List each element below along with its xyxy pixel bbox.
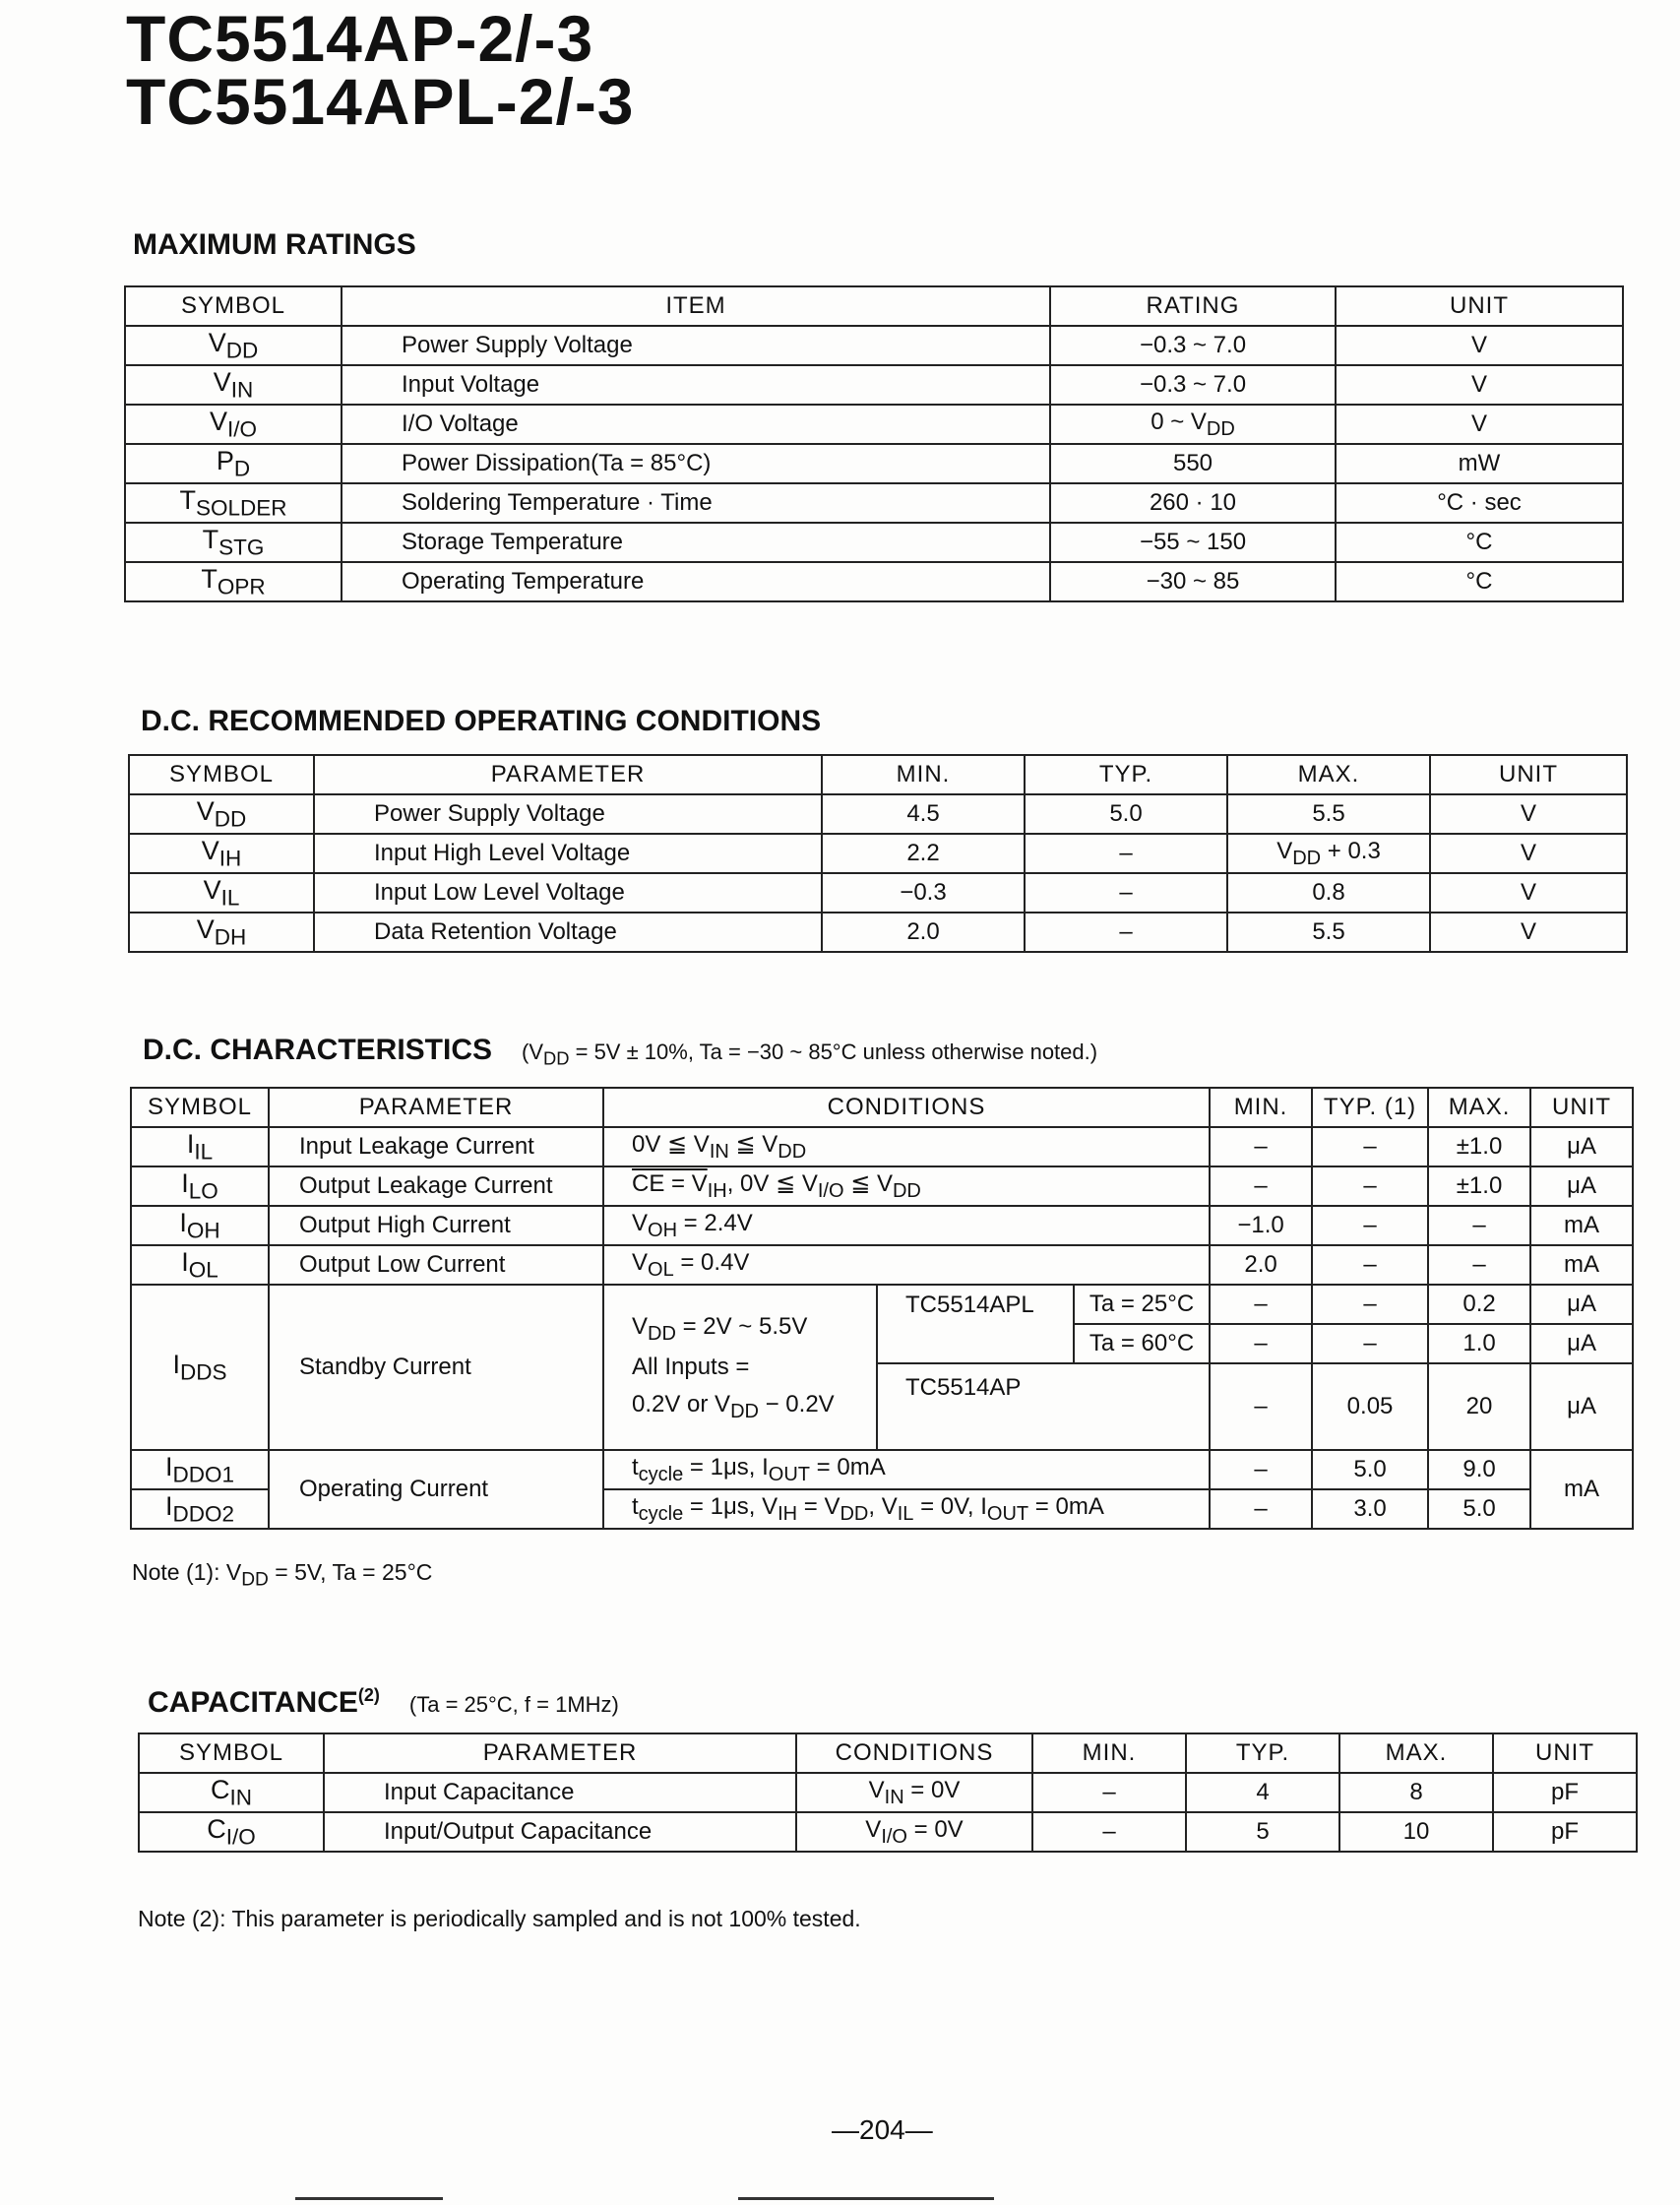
min-cell: – [1210,1324,1312,1363]
min-cell: – [1210,1450,1312,1489]
param-cell: Output Leakage Current [269,1166,603,1206]
col-header: CONDITIONS [603,1088,1210,1127]
item-cell: I/O Voltage [342,405,1050,444]
param-cell: Standby Current [269,1285,603,1450]
ta-cell: Ta = 60°C [1074,1324,1210,1363]
unit-cell: μA [1530,1363,1633,1450]
unit-cell: mA [1530,1206,1633,1245]
col-header: MIN. [822,755,1025,794]
max-cell: 9.0 [1428,1450,1530,1489]
col-header: MAX. [1428,1088,1530,1127]
table-row [125,365,1623,405]
rating-cell: −0.3 ~ 7.0 [1050,326,1336,365]
max-cell: 5.5 [1227,913,1430,952]
unit-cell: μA [1530,1127,1633,1166]
symbol-cell: $I_{OH}$ [131,1206,269,1245]
capacitance-table [138,1732,1638,1853]
param-cell: Input Low Level Voltage [314,873,822,913]
table-row [125,562,1623,601]
symbol-cell: $T_{OPR}$ [125,562,342,601]
table-row [131,1206,1633,1245]
typ-cell: 5.0 [1312,1450,1428,1489]
max-cell: $V_{DD} + 0.3$ [1227,834,1430,873]
unit-cell: °C · sec [1336,483,1623,523]
unit-cell: V [1336,365,1623,405]
typ-cell: 5.0 [1025,794,1227,834]
ta-cell: Ta = 25°C [1074,1285,1210,1324]
table-row [125,326,1623,365]
unit-cell: V [1336,405,1623,444]
symbol-cell: $V_{DH}$ [129,913,314,952]
min-cell: – [1210,1285,1312,1324]
footer-rule [295,2197,443,2200]
col-header: TYP. (1) [1312,1088,1428,1127]
max-cell: 1.0 [1428,1324,1530,1363]
unit-cell: V [1430,834,1627,873]
item-cell: Power Dissipation(Ta = 85°C) [342,444,1050,483]
table-row [125,523,1623,562]
rating-cell: −55 ~ 150 [1050,523,1336,562]
col-header: PARAMETER [314,755,822,794]
cond-cell: $V_{IN} = 0V$ [796,1773,1032,1812]
unit-cell: mA [1530,1245,1633,1285]
symbol-cell: $I_{DDO1}$ [131,1450,269,1489]
symbol-cell: $T_{STG}$ [125,523,342,562]
table-header-row [129,755,1627,794]
typ-cell: – [1312,1127,1428,1166]
rating-cell: 550 [1050,444,1336,483]
max-cell: 20 [1428,1363,1530,1450]
unit-cell: mA [1530,1450,1633,1529]
cond-cell: 0V ≦ $V_{IN}$ ≦ $V_{DD}$ [603,1127,1210,1166]
max-cell: 10 [1339,1812,1493,1852]
min-cell: – [1032,1812,1186,1852]
cond-cell: $V_{DD} = 2V$ ~ 5.5V All Inputs = 0.2V or $V_{DD} - 0.2V$ [603,1285,877,1450]
item-cell: Soldering Temperature · Time [342,483,1050,523]
unit-cell: pF [1493,1812,1637,1852]
rating-cell: −30 ~ 85 [1050,562,1336,601]
capacitance-note: Note (2): This parameter is periodically sampled and is not 100% tested. [138,1906,861,1931]
param-cell: Operating Current [269,1450,603,1529]
table-row [139,1773,1637,1812]
col-header: MIN. [1032,1733,1186,1773]
device-label: TC5514APL [877,1285,1074,1363]
table-row [131,1285,1633,1324]
col-header: TYP. [1186,1733,1339,1773]
unit-cell: V [1430,873,1627,913]
rating-cell: 260 · 10 [1050,483,1336,523]
dc-char-note: Note (1): $V_{DD} = 5V$, Ta = 25°C [132,1559,433,1591]
unit-cell: μA [1530,1166,1633,1206]
param-cell: Input/Output Capacitance [324,1812,796,1852]
unit-cell: μA [1530,1324,1633,1363]
min-cell: – [1210,1363,1312,1450]
min-cell: – [1210,1166,1312,1206]
unit-cell: pF [1493,1773,1637,1812]
symbol-cell: $I_{DDS}$ [131,1285,269,1450]
col-header: PARAMETER [324,1733,796,1773]
table-row [129,873,1627,913]
symbol-cell: $V_{IL}$ [129,873,314,913]
table-header-row [125,286,1623,326]
min-cell: – [1032,1773,1186,1812]
table-row [125,444,1623,483]
symbol-cell: $I_{OL}$ [131,1245,269,1285]
min-cell: 2.0 [1210,1245,1312,1285]
device-label: TC5514AP [877,1363,1210,1450]
symbol-cell: $V_{IH}$ [129,834,314,873]
col-header: SYMBOL [139,1733,324,1773]
symbol-cell: $C_{I/O}$ [139,1812,324,1852]
max-ratings-heading: MAXIMUM RATINGS [133,228,416,261]
cond-cell: CE = $V_{IH}$, 0V ≦ $V_{I/O}$ ≦ $V_{DD}$ [603,1166,1210,1206]
symbol-cell: $V_{DD}$ [125,326,342,365]
symbol-cell: $I_{LO}$ [131,1166,269,1206]
col-header: UNIT [1430,755,1627,794]
max-cell: – [1428,1245,1530,1285]
col-header: UNIT [1493,1733,1637,1773]
typ-cell: 0.05 [1312,1363,1428,1450]
symbol-cell: $P_D$ [125,444,342,483]
col-header: SYMBOL [131,1088,269,1127]
typ-cell: 3.0 [1312,1489,1428,1529]
max-cell: 5.5 [1227,794,1430,834]
param-cell: Input Capacitance [324,1773,796,1812]
min-cell: −1.0 [1210,1206,1312,1245]
param-cell: Output High Current [269,1206,603,1245]
footer-rule [738,2197,994,2200]
min-cell: – [1210,1489,1312,1529]
dc-rec-heading: D.C. RECOMMENDED OPERATING CONDITIONS [141,705,822,737]
unit-cell: °C [1336,523,1623,562]
col-header: PARAMETER [269,1088,603,1127]
max-cell: ±1.0 [1428,1166,1530,1206]
dc-char-table [130,1087,1634,1530]
col-header: RATING [1050,286,1336,326]
unit-cell: °C [1336,562,1623,601]
unit-cell: μA [1530,1285,1633,1324]
col-header: MIN. [1210,1088,1312,1127]
table-row [131,1166,1633,1206]
table-row [131,1127,1633,1166]
symbol-cell: $C_{IN}$ [139,1773,324,1812]
col-header: SYMBOL [129,755,314,794]
table-row [139,1812,1637,1852]
cond-cell: $t_{cycle} = 1\mu s$, $I_{OUT} = 0mA$ [603,1450,1210,1489]
table-row [129,913,1627,952]
dc-char-heading: D.C. CHARACTERISTICS ($V_{DD} = 5V \pm 10\%$, Ta = −30 ~ 85°C unless otherwise noted.) [143,1034,1098,1069]
param-cell: Output Low Current [269,1245,603,1285]
unit-cell: V [1336,326,1623,365]
min-cell: – [1210,1127,1312,1166]
title-line-2: TC5514APL-2/-3 [126,65,635,138]
max-cell: – [1428,1206,1530,1245]
symbol-cell: $T_{SOLDER}$ [125,483,342,523]
dc-rec-table [128,754,1628,953]
col-header: CONDITIONS [796,1733,1032,1773]
typ-cell: – [1312,1285,1428,1324]
table-header-row [131,1088,1633,1127]
item-cell: Power Supply Voltage [342,326,1050,365]
capacitance-heading: CAPACITANCE$^{(2)}$ (Ta = 25°C, f = 1MHz) [148,1685,619,1719]
param-cell: Power Supply Voltage [314,794,822,834]
item-cell: Storage Temperature [342,523,1050,562]
dc-char-subnote: ($V_{DD} = 5V \pm 10\%$, Ta = −30 ~ 85°C unless otherwise noted.) [522,1040,1098,1069]
cond-cell: $V_{I/O} = 0V$ [796,1812,1032,1852]
capacitance-subnote: (Ta = 25°C, f = 1MHz) [408,1692,619,1717]
unit-cell: V [1430,794,1627,834]
table-row [125,405,1623,444]
table-row [125,483,1623,523]
symbol-cell: $I_{DDO2}$ [131,1489,269,1529]
symbol-cell: $I_{IL}$ [131,1127,269,1166]
cond-cell: $t_{cycle} = 1\mu s$, $V_{IH} = V_{DD}$, $V_{IL} = 0V$, $I_{OUT} = 0mA$ [603,1489,1210,1529]
max-cell: 0.2 [1428,1285,1530,1324]
max-cell: 5.0 [1428,1489,1530,1529]
col-header: MAX. [1339,1733,1493,1773]
min-cell: 2.0 [822,913,1025,952]
typ-cell: – [1312,1166,1428,1206]
max-cell: 8 [1339,1773,1493,1812]
symbol-cell: $V_{IN}$ [125,365,342,405]
table-row [131,1450,1633,1489]
symbol-cell: $V_{DD}$ [129,794,314,834]
unit-cell: mW [1336,444,1623,483]
col-header: UNIT [1336,286,1623,326]
col-header: SYMBOL [125,286,342,326]
cond-cell: $V_{OH} = 2.4V$ [603,1206,1210,1245]
typ-cell: – [1312,1206,1428,1245]
page-number: —204— [832,2114,933,2145]
param-cell: Input Leakage Current [269,1127,603,1166]
title-line-1: TC5514AP-2/-3 [126,2,594,75]
typ-cell: – [1025,834,1227,873]
max-cell: 0.8 [1227,873,1430,913]
rating-cell: −0.3 ~ 7.0 [1050,365,1336,405]
table-row [129,834,1627,873]
col-header: ITEM [342,286,1050,326]
unit-cell: V [1430,913,1627,952]
symbol-cell: $V_{I/O}$ [125,405,342,444]
col-header: TYP. [1025,755,1227,794]
table-header-row [139,1733,1637,1773]
typ-cell: – [1025,873,1227,913]
min-cell: 4.5 [822,794,1025,834]
min-cell: −0.3 [822,873,1025,913]
col-header: MAX. [1227,755,1430,794]
param-cell: Data Retention Voltage [314,913,822,952]
typ-cell: 4 [1186,1773,1339,1812]
item-cell: Input Voltage [342,365,1050,405]
max-cell: ±1.0 [1428,1127,1530,1166]
typ-cell: 5 [1186,1812,1339,1852]
min-cell: 2.2 [822,834,1025,873]
cond-cell: $V_{OL} = 0.4V$ [603,1245,1210,1285]
table-row [129,794,1627,834]
typ-cell: – [1025,913,1227,952]
typ-cell: – [1312,1324,1428,1363]
typ-cell: – [1312,1245,1428,1285]
col-header: UNIT [1530,1088,1633,1127]
item-cell: Operating Temperature [342,562,1050,601]
table-row [131,1245,1633,1285]
param-cell: Input High Level Voltage [314,834,822,873]
rating-cell: 0 ~ $V_{DD}$ [1050,405,1336,444]
max-ratings-table [124,285,1624,602]
